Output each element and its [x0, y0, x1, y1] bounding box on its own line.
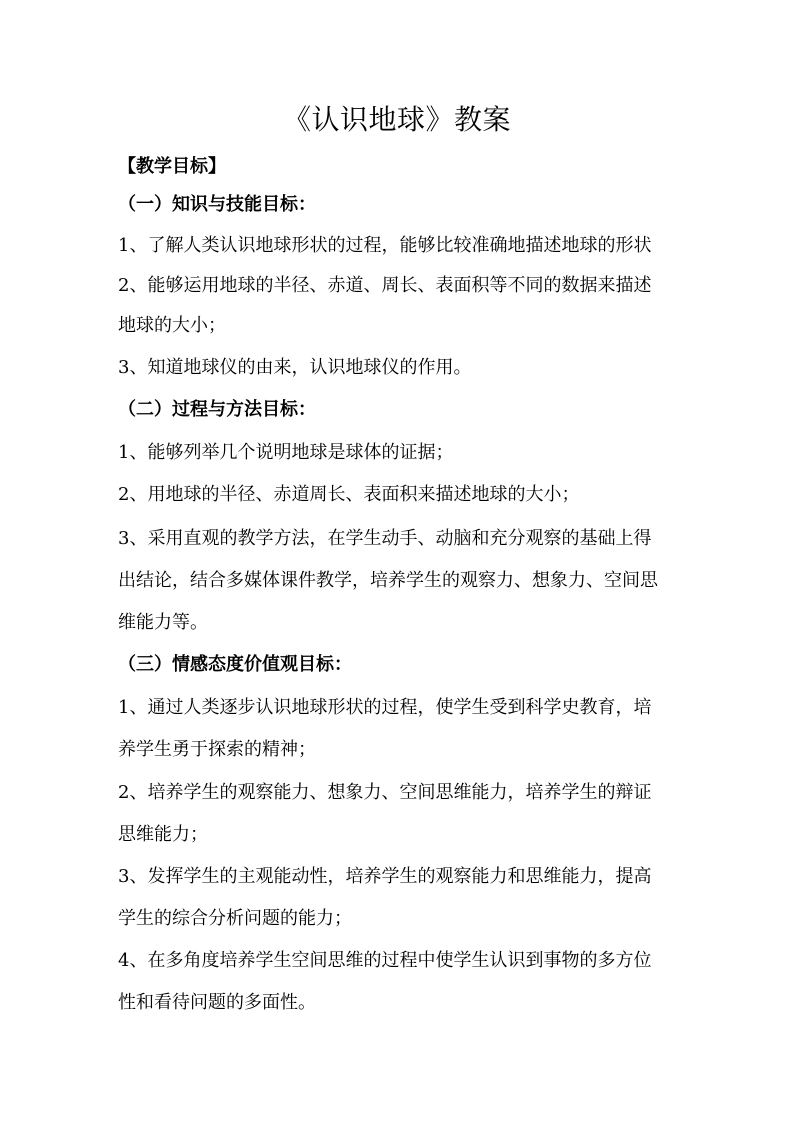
- paragraph-line: 3、采用直观的教学方法，在学生动手、动脑和充分观察的基础上得: [118, 528, 652, 549]
- document-title: 《认识地球》教案: [282, 103, 511, 136]
- section-header: 【教学目标】: [118, 156, 226, 177]
- paragraph-line: 出结论，结合多媒体课件教学，培养学生的观察力、想象力、空间思: [118, 570, 658, 591]
- paragraph-line: 养学生勇于探索的精神；: [118, 739, 316, 760]
- subsection-heading-2: （二）过程与方法目标：: [118, 399, 316, 420]
- paragraph-line: 3、知道地球仪的由来，认识地球仪的作用。: [118, 357, 472, 378]
- paragraph-line: 1、了解人类认识地球形状的过程，能够比较准确地描述地球的形状: [118, 235, 652, 256]
- paragraph-line: 3、发挥学生的主观能动性，培养学生的观察能力和思维能力，提高: [118, 866, 652, 887]
- paragraph-line: 1、能够列举几个说明地球是球体的证据；: [118, 442, 454, 463]
- paragraph-line: 地球的大小；: [118, 315, 226, 336]
- paragraph-line: 维能力等。: [118, 612, 208, 633]
- paragraph-line: 4、在多角度培养学生空间思维的过程中使学生认识到事物的多方位: [118, 950, 652, 971]
- paragraph-line: 2、培养学生的观察能力、想象力、空间思维能力，培养学生的辩证: [118, 782, 652, 803]
- subsection-heading-1: （一）知识与技能目标：: [118, 194, 316, 215]
- paragraph-line: 1、通过人类逐步认识地球形状的过程，使学生受到科学史教育，培: [118, 697, 652, 718]
- paragraph-line: 思维能力；: [118, 824, 208, 845]
- paragraph-line: 性和看待问题的多面性。: [118, 992, 316, 1013]
- subsection-heading-3: （三）情感态度价值观目标：: [118, 654, 352, 675]
- paragraph-line: 2、能够运用地球的半径、赤道、周长、表面积等不同的数据来描述: [118, 275, 652, 296]
- paragraph-line: 2、用地球的半径、赤道周长、表面积来描述地球的大小；: [118, 484, 580, 505]
- paragraph-line: 学生的综合分析问题的能力；: [118, 908, 352, 929]
